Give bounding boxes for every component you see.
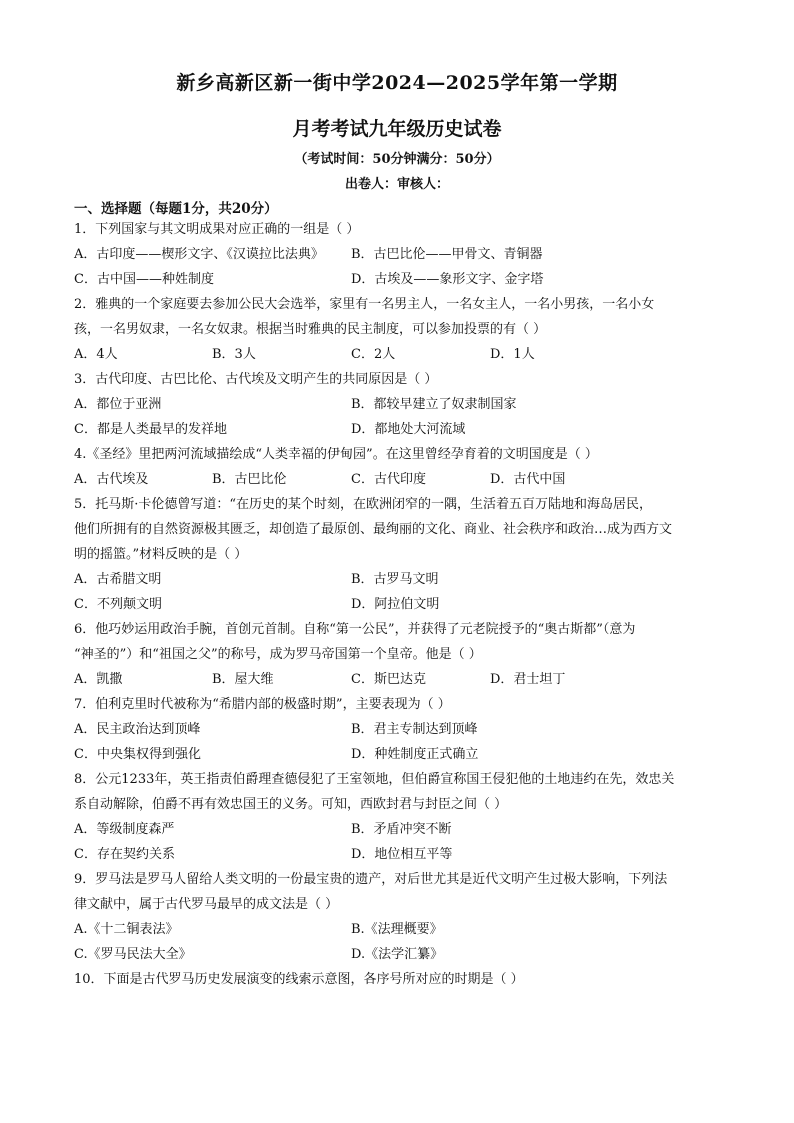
question-8-stem-line2: 系自动解除，伯爵不再有效忠国王的义务。可知，西欧封君与封臣之间（ ）: [74, 797, 508, 812]
question-6-stem-line1: 6．他巧妙运用政治手腕，首创元首制。自称“第一公民”，并获得了元老院授予的“奥古斯都”（意为: [74, 622, 636, 637]
question-7-stem: 7．伯利克里时代被称为“希腊内部的极盛时期”，主要表现为（ ）: [74, 697, 451, 712]
question-4-option-c: C．古代印度: [351, 472, 426, 487]
question-10-stem: 10．下面是古代罗马历史发展演变的线索示意图，各序号所对应的时期是（ ）: [74, 972, 524, 987]
question-4-stem: 4.《圣经》里把两河流域描绘成“人类幸福的伊甸园”。在这里曾经孕育着的文明国度是（ ）: [74, 447, 598, 462]
question-7-option-c: C．中央集权得到强化: [74, 747, 201, 762]
question-1-option-a: A．古印度——楔形文字、《汉谟拉比法典》: [74, 247, 324, 262]
question-6-option-d: D．君士坦丁: [490, 672, 566, 687]
question-7-option-b: B．君主专制达到顶峰: [351, 722, 478, 737]
question-3-option-b: B．都较早建立了奴隶制国家: [351, 397, 517, 412]
question-2-option-a: A．4人: [74, 347, 118, 362]
question-5-option-b: B．古罗马文明: [351, 572, 439, 587]
question-9-stem-line2: 律文献中，属于古代罗马最早的成文法是（ ）: [74, 897, 339, 912]
question-2-stem-line1: 2．雅典的一个家庭要去参加公民大会选举，家里有一名男主人，一名女主人，一名小男孩，一名小女: [74, 297, 655, 312]
question-8-option-d: D．地位相互平等: [351, 847, 453, 862]
question-1-option-c: C．古中国——种姓制度: [74, 272, 214, 287]
question-7-option-a: A．民主政治达到顶峰: [74, 722, 201, 737]
question-5-option-a: A．古希腊文明: [74, 572, 162, 587]
question-5-stem-line3: 明的摇篮。”材料反映的是（ ）: [74, 547, 248, 562]
question-3-option-a: A．都位于亚洲: [74, 397, 162, 412]
question-3-option-d: D．都地处大河流域: [351, 422, 466, 437]
exam-info: （考试时间：50分钟满分：50分）: [294, 152, 500, 167]
question-3-stem: 3．古代印度、古巴比伦、古代埃及文明产生的共同原因是（ ）: [74, 372, 438, 387]
question-5-stem-line1: 5．托马斯·卡伦德曾写道：“在历史的某个时刻，在欧洲闭窄的一隅，生活着五百万陆地和海岛居民，: [74, 497, 653, 512]
question-9-stem-line1: 9．罗马法是罗马人留给人类文明的一份最宝贵的遗产，对后世尤其是近代文明产生过极大影响，下列法: [74, 872, 668, 887]
question-4-option-d: D．古代中国: [490, 472, 566, 487]
question-6-stem-line2: “神圣的”）和“祖国之父”的称号，成为罗马帝国第一个皇帝。他是（ ）: [74, 647, 482, 662]
question-9-option-a: A.《十二铜表法》: [74, 922, 179, 937]
question-8-stem-line1: 8．公元1233年，英王指责伯爵理查德侵犯了王室领地，但伯爵宣称国王侵犯他的土地违约在先，效忠关: [74, 772, 675, 787]
author-line: 出卷人：审核人：: [344, 177, 449, 192]
exam-title: 新乡高新区新一街中学2024—2025学年第一学期: [176, 72, 618, 94]
section-heading: 一、选择题（每题1分，共20分）: [74, 201, 278, 217]
question-6-option-b: B．屋大维: [212, 672, 274, 687]
question-4-option-b: B．古巴比伦: [212, 472, 287, 487]
question-5-stem-line2: 他们所拥有的自然资源极其匮乏，却创造了最原创、最绚丽的文化、商业、社会秩序和政治…成为西方文: [74, 522, 673, 537]
question-1-stem: 1．下列国家与其文明成果对应正确的一组是（ ）: [74, 222, 360, 237]
question-2-option-d: D．1人: [490, 347, 535, 362]
question-2-option-b: B．3人: [212, 347, 256, 362]
question-2-stem-line2: 孩，一名男奴隶，一名女奴隶。根据当时雅典的民主制度，可以参加投票的有（ ）: [74, 322, 547, 337]
question-9-option-d: D.《法学汇纂》: [351, 947, 444, 962]
question-4-option-a: A．古代埃及: [74, 472, 149, 487]
question-3-option-c: C．都是人类最早的发祥地: [74, 422, 227, 437]
exam-subtitle: 月考考试九年级历史试卷: [292, 118, 502, 140]
question-9-option-b: B.《法理概要》: [351, 922, 443, 937]
question-8-option-a: A．等级制度森严: [74, 822, 175, 837]
question-1-option-b: B．古巴比伦——甲骨文、青铜器: [351, 247, 543, 262]
question-7-option-d: D．种姓制度正式确立: [351, 747, 479, 762]
question-5-option-d: D．阿拉伯文明: [351, 597, 440, 612]
question-6-option-c: C．斯巴达克: [351, 672, 426, 687]
question-5-option-c: C．不列颠文明: [74, 597, 162, 612]
question-8-option-c: C．存在契约关系: [74, 847, 175, 862]
question-8-option-b: B．矛盾冲突不断: [351, 822, 452, 837]
question-1-option-d: D．古埃及——象形文字、金字塔: [351, 272, 544, 287]
question-9-option-c: C.《罗马民法大全》: [74, 947, 192, 962]
question-2-option-c: C．2人: [351, 347, 396, 362]
question-6-option-a: A．凯撒: [74, 672, 123, 687]
